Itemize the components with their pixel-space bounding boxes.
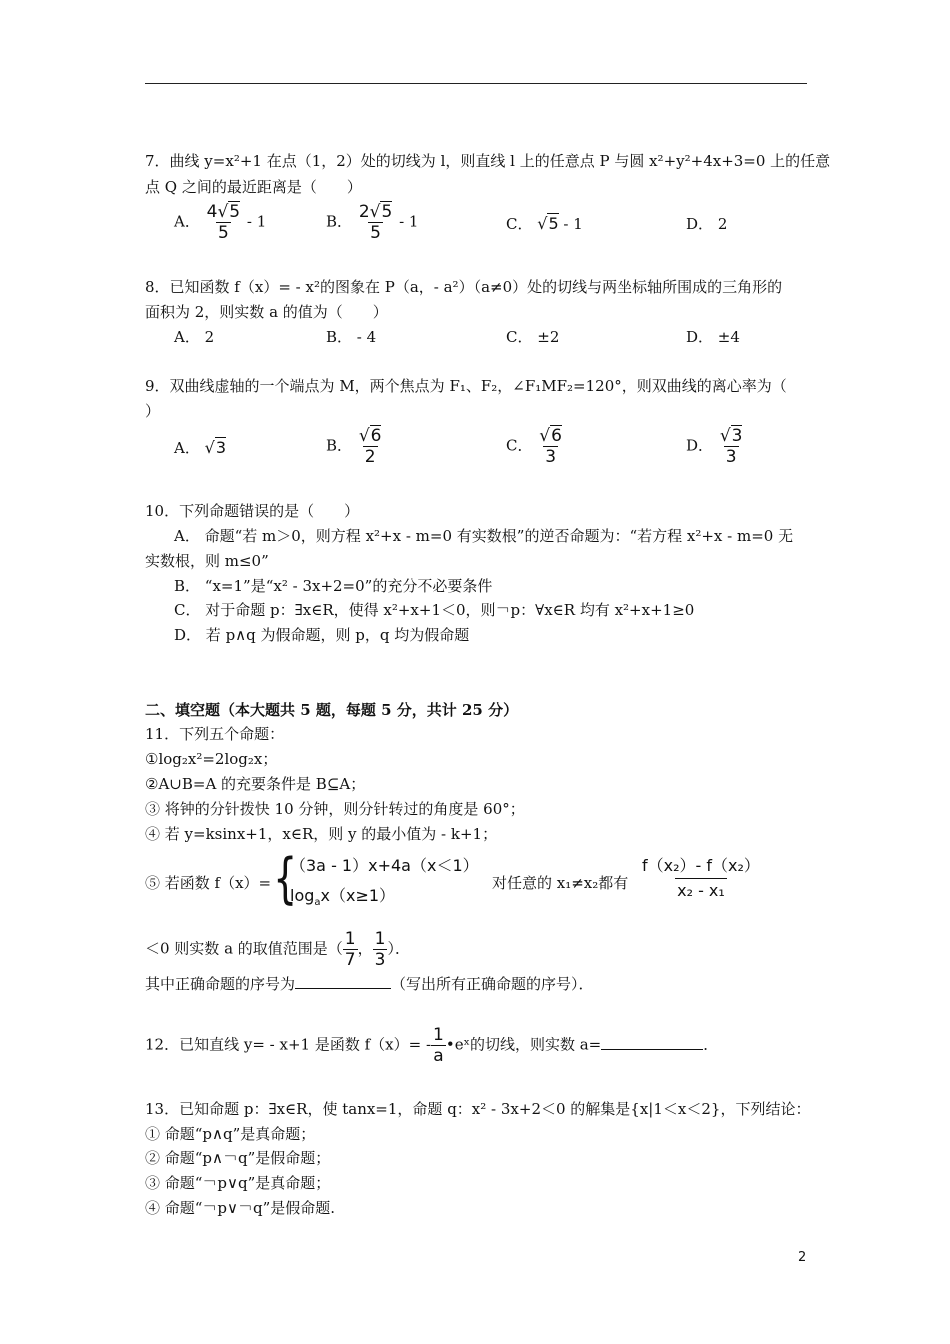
- q8-stem-line1: 8．已知函数 f（x）= - x²的图象在 P（a，- a²）（a≠0）处的切线与两坐标轴所围成的三角形的: [145, 278, 783, 296]
- q9-stem-line2: ）: [145, 402, 161, 420]
- q10-option-a-line2: 实数根，则 m≤0”: [145, 552, 269, 570]
- q7-option-c: C． √5 - 1: [506, 214, 583, 233]
- answer-blank[interactable]: [601, 1035, 703, 1050]
- q9-option-d: D． $\frac{√3}{3}$: [686, 426, 743, 467]
- q11-answer-line: 其中正确命题的序号为 （写出所有正确命题的序号）．: [145, 975, 594, 993]
- fraction-one-third: $\frac{1}{3}$: [374, 929, 386, 970]
- q10-option-d: D． 若 p∧q 为假命题，则 p，q 均为假命题: [174, 626, 470, 644]
- sqrt-icon: √: [539, 426, 551, 446]
- q10-option-b: B． “x=1”是“x² - 3x+2=0”的充分不必要条件: [174, 577, 493, 595]
- q10-option-a-line1: A． 命题“若 m＞0，则方程 x²+x - m=0 有实数根”的逆否命题为：“若方程 x²+x - m=0 无: [174, 527, 794, 545]
- q13-conclusion-3: ③ 命题“￢p∨q”是真命题；: [145, 1174, 331, 1192]
- q9-option-c: C． $\frac{√6}{3}$: [506, 426, 562, 467]
- fraction: $\frac{4√5}{5}$: [206, 202, 241, 243]
- fraction-one-over-a: $\frac{1}{a}$: [433, 1025, 444, 1066]
- q8-option-a: A． 2: [174, 328, 215, 346]
- page-number: 2: [798, 1250, 807, 1265]
- fraction: $\frac{√6}{3}$: [539, 426, 562, 467]
- fraction-one-seventh: $\frac{1}{7}$: [344, 929, 356, 970]
- q12-stem: 12．已知直线 y= - x+1 是函数 f（x）= - $\frac{1}{a}$ •eˣ的切线，则实数 a= ．: [145, 1025, 719, 1066]
- left-brace-icon: {: [273, 847, 298, 910]
- answer-blank[interactable]: [295, 974, 391, 989]
- fraction: $\frac{√6}{2}$: [358, 426, 382, 467]
- fraction: $\frac{2√5}{5}$: [358, 202, 393, 243]
- q11-title: 11．下列五个命题：: [145, 725, 285, 743]
- sqrt-icon: √: [369, 202, 381, 222]
- q9-stem-line1: 9．双曲线虚轴的一个端点为 M，两个焦点为 F₁、F₂，∠F₁MF₂=120°，则双曲线的离心率为（: [145, 377, 787, 395]
- q10-title: 10．下列命题错误的是（ ）: [145, 502, 360, 520]
- q8-stem-line2: 面积为 2，则实数 a 的值为（ ）: [145, 303, 388, 321]
- q11-statement-4: ④ 若 y=ksinx+1，x∈R，则 y 的最小值为 - k+1；: [145, 825, 498, 843]
- q7-option-d: D． 2: [686, 215, 728, 233]
- sqrt-icon: √: [537, 214, 548, 233]
- sqrt-icon: √: [358, 426, 370, 446]
- q9-option-a: A． √3: [174, 438, 227, 457]
- piecewise-case-1: （3a - 1）x+4a（x＜1）: [290, 856, 479, 875]
- option-label: A．: [174, 212, 200, 231]
- option-label: B．: [326, 212, 353, 231]
- q13-conclusion-2: ② 命题“p∧￢q”是假命题；: [145, 1149, 331, 1167]
- q11-range: ＜0 则实数 a 的取值范围是（ $\frac{1}{7}$ ， $\frac{1}{3}$ ）．: [145, 929, 410, 970]
- sqrt-icon: √: [719, 426, 731, 446]
- option-label: C．: [506, 215, 533, 233]
- q9-option-b: B． $\frac{√6}{2}$: [326, 426, 382, 467]
- q7-stem-line1: 7．曲线 y=x²+1 在点（1，2）处的切线为 l，则直线 l 上的任意点 P 与圆 x²+y²+4x+3=0 上的任意: [145, 152, 831, 170]
- section-heading: 二、填空题（本大题共 5 题，每题 5 分，共计 25 分）: [145, 701, 519, 719]
- difference-quotient: $\frac{\text{f（x₂）- f（x₂）}}{\text{x₂ - x₁}}$: [640, 854, 762, 903]
- q11-statement-5-mid: 对任意的 x₁≠x₂都有: [492, 874, 629, 892]
- q8-option-c: C． ±2: [506, 328, 560, 346]
- q8-option-b: B． - 4: [326, 328, 377, 346]
- q10-option-c: C． 对于命题 p：∃x∈R，使得 x²+x+1＜0，则￢p：∀x∈R 均有 x²+x+1≥0: [174, 601, 695, 619]
- header-rule: [145, 83, 807, 84]
- fraction: $\frac{√3}{3}$: [719, 426, 743, 467]
- q13-stem: 13．已知命题 p：∃x∈R，使 tanx=1，命题 q：x² - 3x+2＜0 的解集是{x|1＜x＜2}，下列结论：: [145, 1100, 811, 1118]
- q7-option-b: B． $\frac{2√5}{5}$ - 1: [326, 202, 419, 243]
- q7-stem-line2: 点 Q 之间的最近距离是（ ）: [145, 178, 362, 196]
- q11-statement-2: ②A∪B=A 的充要条件是 B⊆A；: [145, 775, 366, 793]
- q11-statement-5-prefix: ⑤ 若函数 f（x）=: [145, 874, 272, 892]
- q13-conclusion-4: ④ 命题“￢p∨￢q”是假命题.: [145, 1199, 336, 1217]
- q8-option-d: D． ±4: [686, 328, 740, 346]
- piecewise-case-2: $\log_ax(x\ge 1)$: [290, 886, 396, 909]
- q11-statement-3: ③ 将钟的分针拨快 10 分钟，则分针转过的角度是 60°；: [145, 800, 525, 818]
- q13-conclusion-1: ① 命题“p∧q”是真命题；: [145, 1125, 316, 1143]
- q7-option-a: A． $\frac{4√5}{5}$ - 1: [174, 202, 267, 243]
- sqrt-icon: √: [204, 438, 215, 457]
- q11-statement-1: ①log₂x²=2log₂x；: [145, 750, 278, 768]
- sqrt-icon: √: [217, 202, 229, 222]
